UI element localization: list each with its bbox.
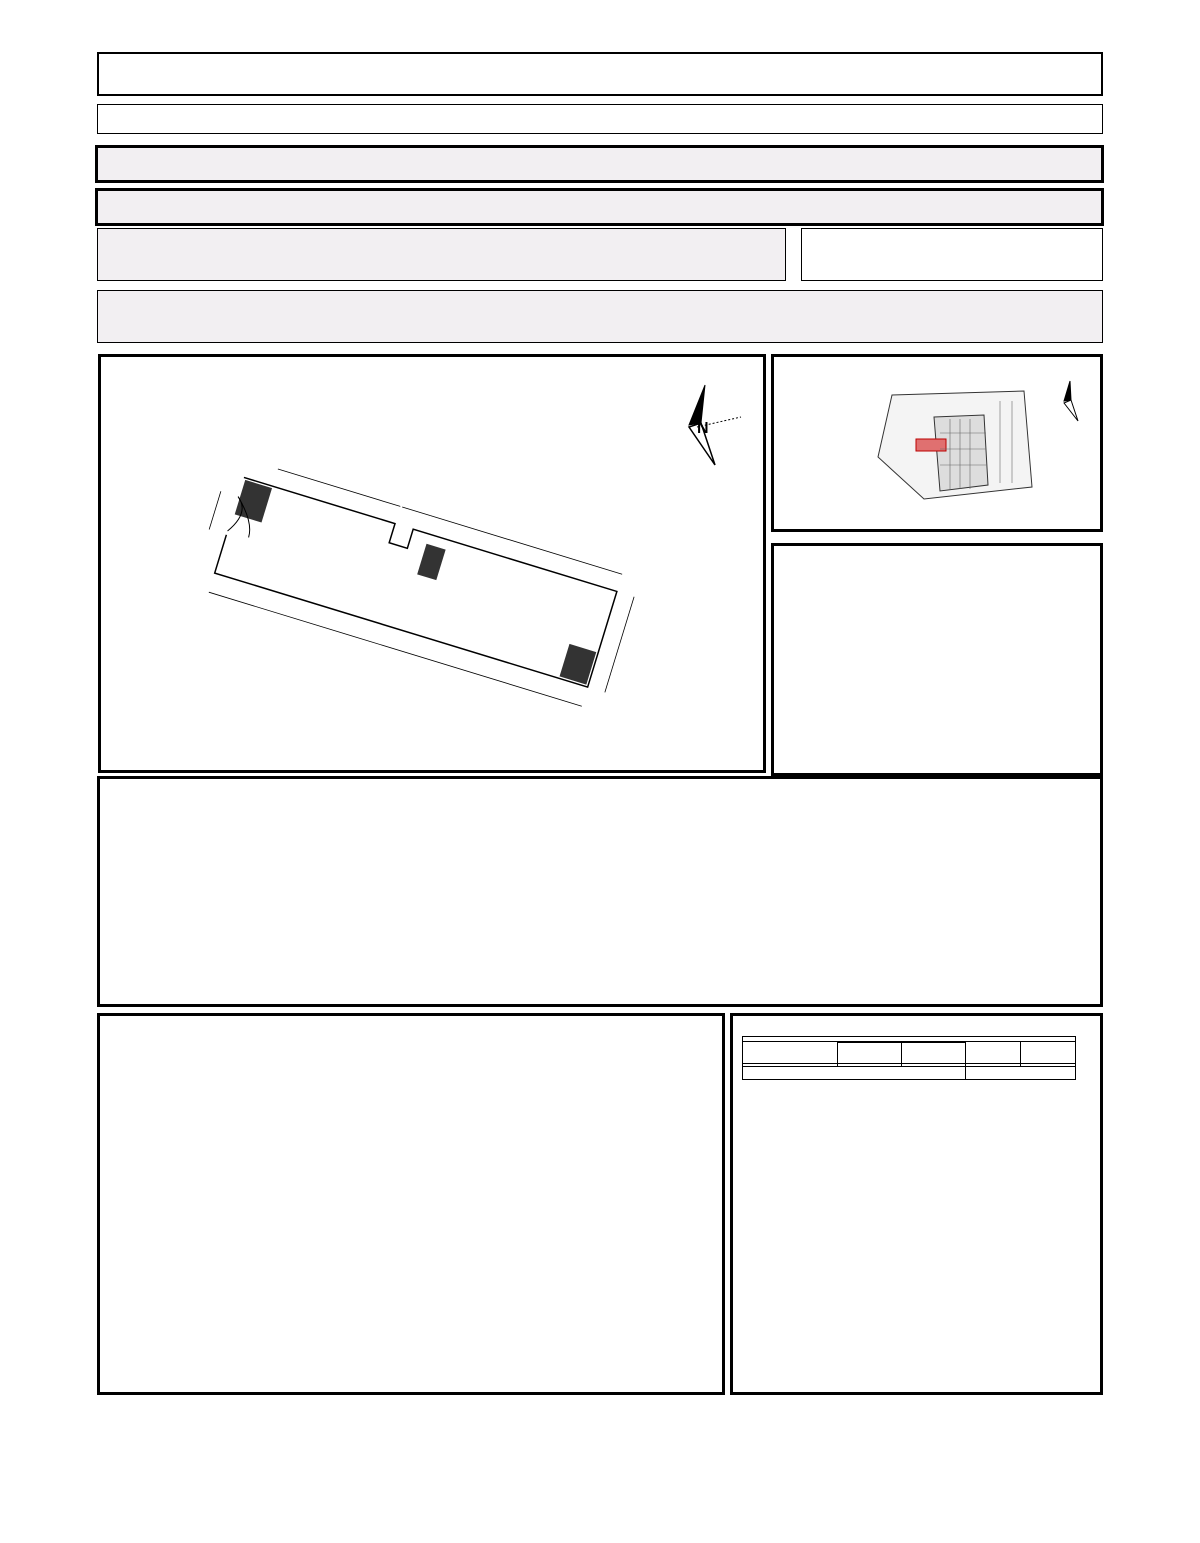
north-arrow-icon — [1064, 381, 1078, 421]
unit-title — [98, 291, 1102, 300]
areas-table — [742, 1036, 1076, 1080]
north-arrow-icon — [689, 385, 741, 465]
unit-banner — [97, 290, 1103, 343]
location-keyplan-drawing — [774, 357, 1100, 529]
section-drawing — [774, 546, 1100, 736]
col-m2 — [966, 1042, 1021, 1064]
location-bar — [97, 104, 1103, 134]
col-local — [743, 1042, 838, 1064]
col-largo — [838, 1043, 902, 1064]
section-panel — [771, 543, 1103, 776]
location-text — [98, 105, 1102, 112]
table-indiviso-row — [743, 1067, 1076, 1080]
description-panel — [97, 776, 1103, 1007]
lot-box — [801, 228, 1103, 281]
col-total — [1021, 1042, 1076, 1064]
indiviso-label — [743, 1067, 966, 1080]
subcondominio-banner — [95, 188, 1104, 226]
regime-banner — [95, 145, 1104, 183]
subcondominio-title — [98, 191, 1101, 196]
svg-text:N: N — [697, 420, 709, 437]
condominio-type-box — [97, 228, 786, 281]
floor-plan-drawing — [101, 357, 763, 770]
col-ancho — [902, 1043, 966, 1064]
header-bar — [97, 52, 1103, 96]
indiviso-value — [966, 1067, 1076, 1080]
floor-plan-panel — [98, 354, 766, 773]
regime-title — [98, 148, 1101, 153]
plan-unit-outline — [192, 455, 640, 712]
summary-panel — [97, 1013, 725, 1395]
location-keyplan-panel — [771, 354, 1103, 532]
